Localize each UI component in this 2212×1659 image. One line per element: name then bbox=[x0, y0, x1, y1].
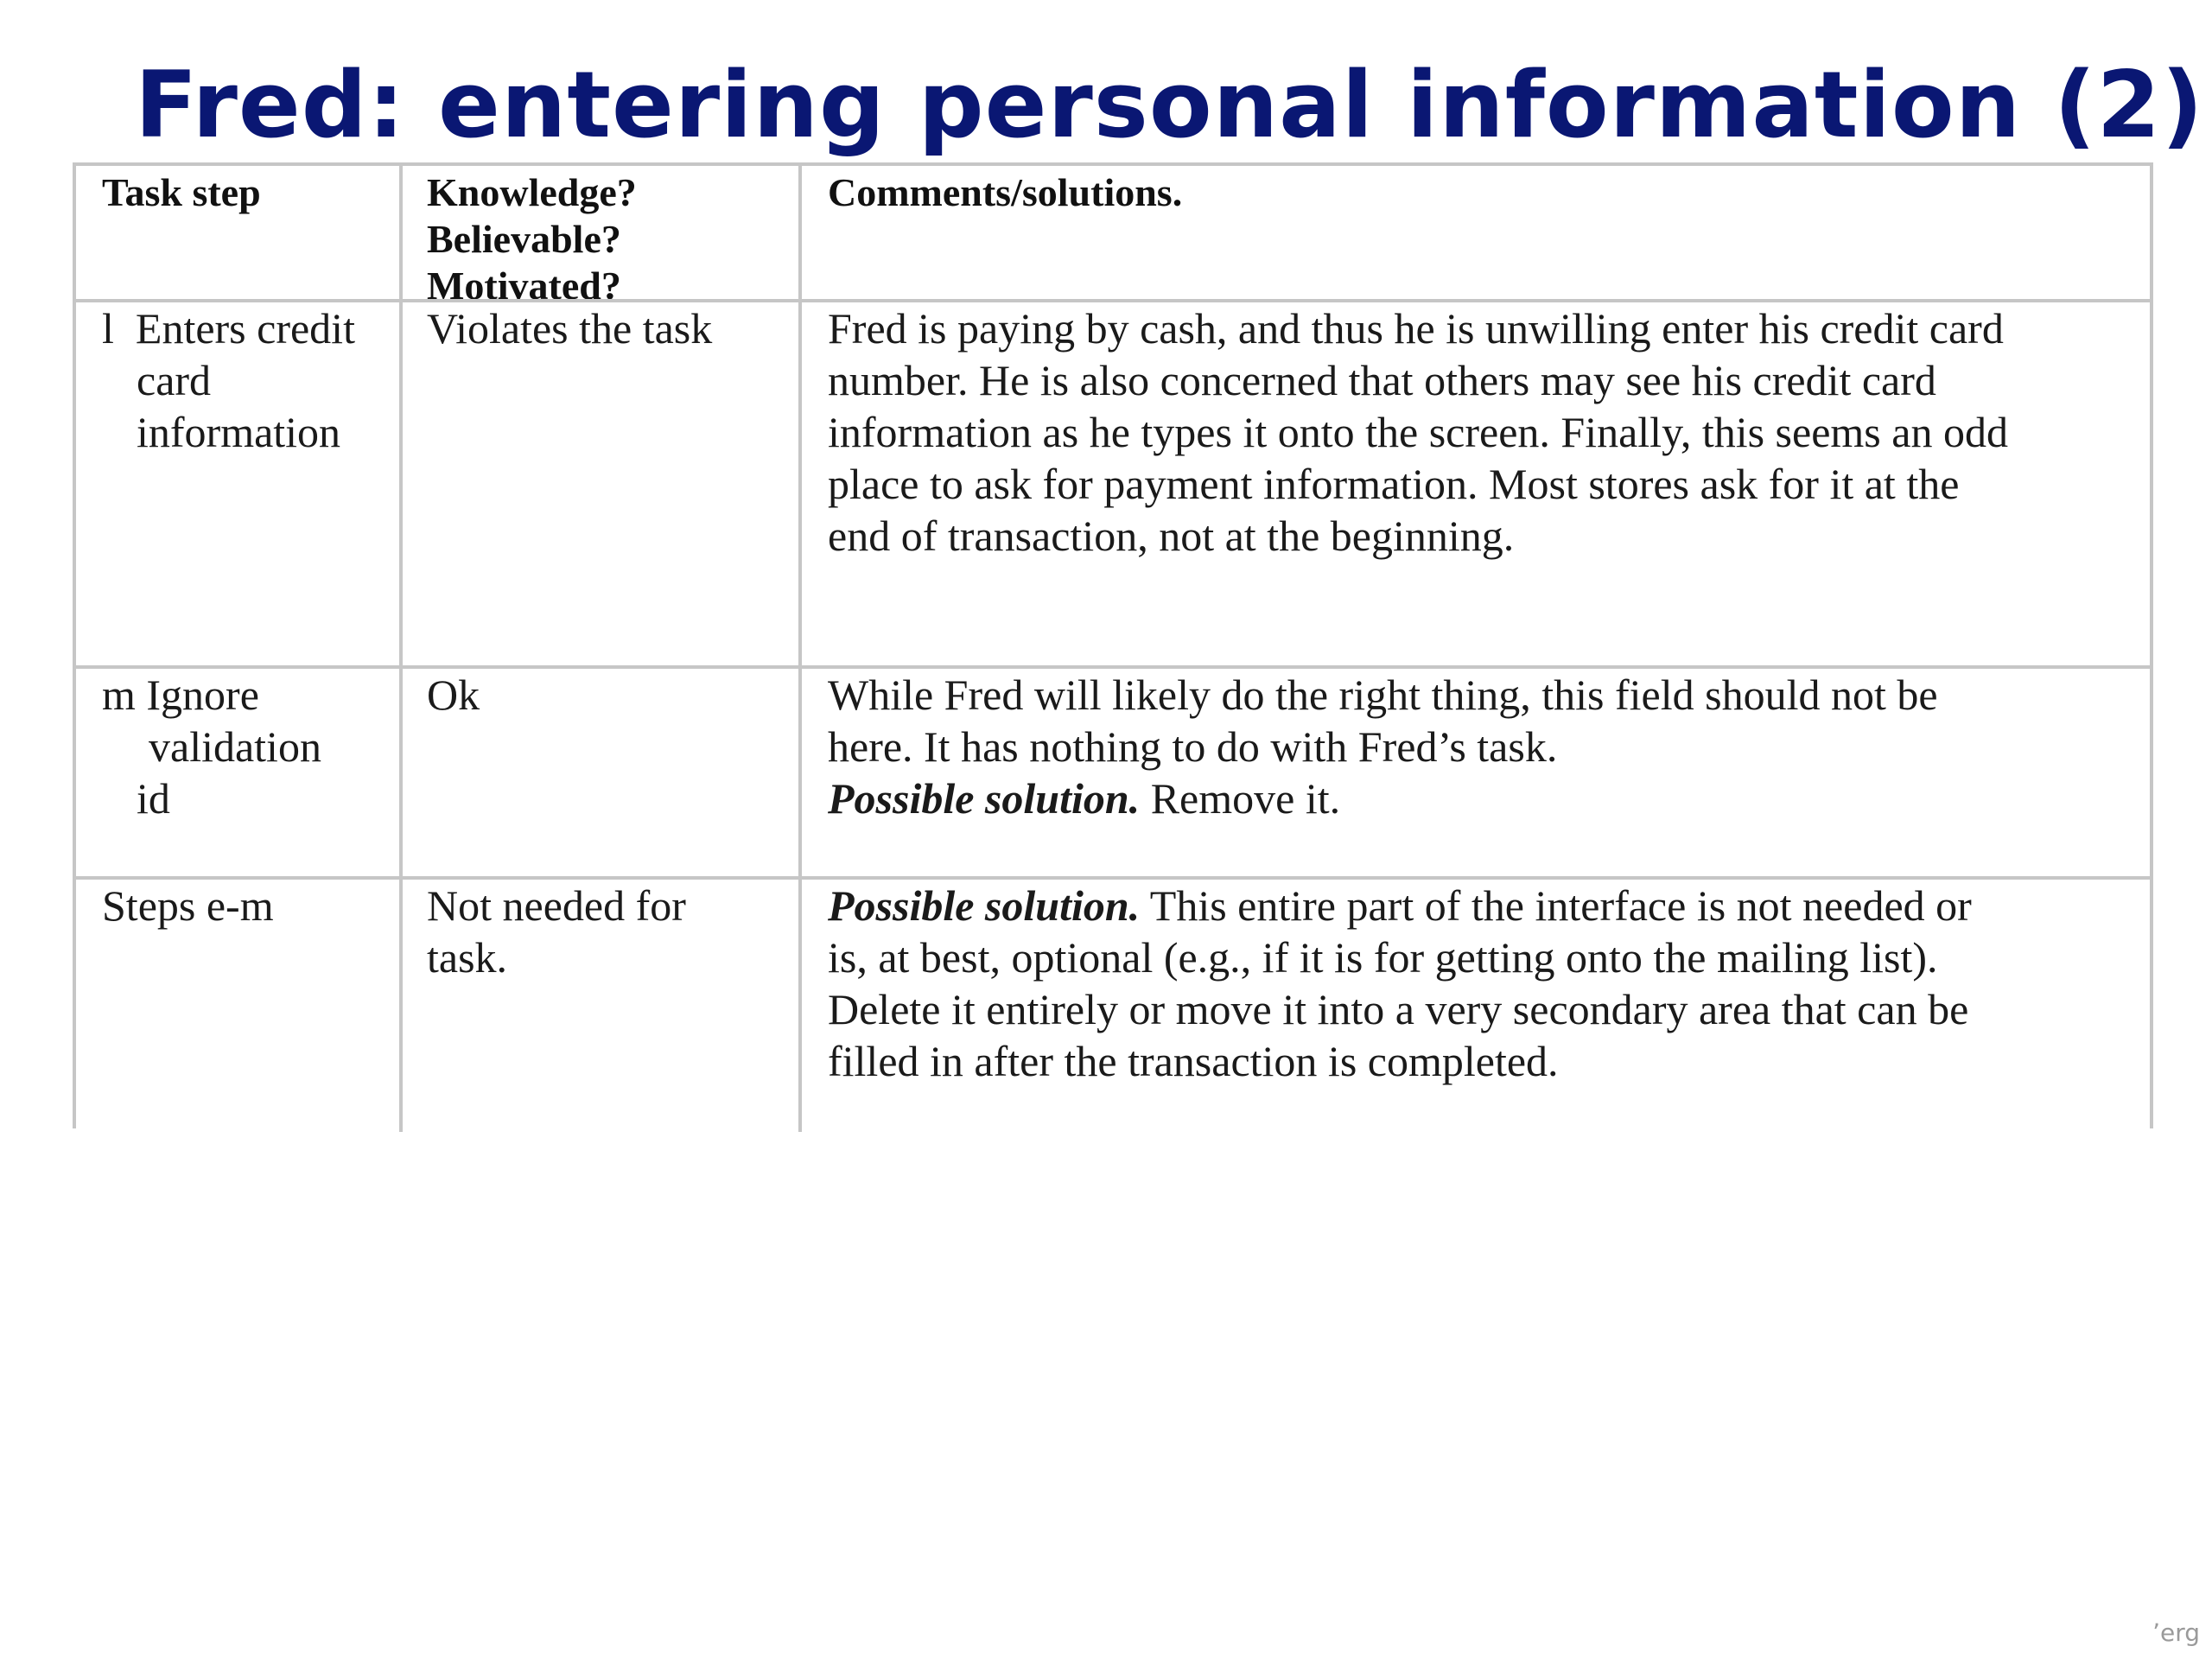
row3-comments bbox=[828, 880, 2141, 1132]
row1-evaluation bbox=[427, 302, 793, 665]
row1-task-step bbox=[102, 302, 396, 665]
header-comments bbox=[828, 169, 2124, 299]
row1-evaluation-line: Violates the task bbox=[427, 304, 713, 353]
row3-step-line: Steps e-m bbox=[102, 881, 274, 930]
row2-evaluation bbox=[427, 669, 793, 876]
row1-step-line: information bbox=[137, 408, 341, 456]
row3-evaluation bbox=[427, 880, 793, 1132]
row3-comment-line: is, at best, optional (e.g., if it is for getting onto the mailing list). bbox=[828, 933, 1938, 982]
header-task-step bbox=[102, 169, 387, 299]
row3-evaluation-line: Not needed for bbox=[427, 881, 686, 930]
row1-step-line: Enters credit bbox=[135, 304, 355, 353]
row1-comment-line: end of transaction, not at the beginning. bbox=[828, 512, 1515, 560]
row1-step-number: l bbox=[102, 304, 114, 353]
slide-title: Fred: entering personal information (2) bbox=[135, 52, 2204, 158]
row1-step-line: card bbox=[137, 356, 212, 404]
column-divider bbox=[399, 166, 403, 1132]
header-knowledge bbox=[427, 169, 790, 299]
row3-evaluation-line: task. bbox=[427, 933, 508, 982]
row3-comment-line: filled in after the transaction is completed. bbox=[828, 1037, 1559, 1085]
row2-step-line: validation bbox=[149, 722, 321, 771]
row1-comment-line: number. He is also concerned that others may see his credit card bbox=[828, 356, 1936, 404]
row1-comment-line: place to ask for payment information. Most stores ask for it at the bbox=[828, 460, 1960, 508]
row3-comment-line: Delete it entirely or move it into a very secondary area that can be bbox=[828, 985, 1969, 1033]
walkthrough-table bbox=[73, 162, 2153, 1128]
header-task-step-label: Task step bbox=[102, 170, 261, 214]
row2-comments bbox=[828, 669, 2141, 876]
row2-comment-line: While Fred will likely do the right thing, this field should not be bbox=[828, 671, 1938, 719]
row2-solution-label: Possible solution. bbox=[828, 774, 1141, 823]
header-believable-line: Believable? bbox=[427, 217, 621, 261]
row1-comment-line: information as he types it onto the screen. Finally, this seems an odd bbox=[828, 408, 2008, 456]
column-divider bbox=[798, 166, 802, 1132]
row3-task-step bbox=[102, 880, 396, 1132]
header-motivated-line: Motivated? bbox=[427, 264, 621, 299]
row3-solution-text: This entire part of the interface is not needed or bbox=[1140, 881, 1972, 930]
row2-solution-text: Remove it. bbox=[1140, 774, 1341, 823]
row2-comment-line: here. It has nothing to do with Fred’s task. bbox=[828, 722, 1558, 771]
row2-step-line: m Ignore bbox=[102, 671, 259, 719]
row3-solution-label: Possible solution. bbox=[828, 881, 1141, 930]
footer-fragment: ʼerg bbox=[2152, 1618, 2200, 1647]
header-knowledge-line: Knowledge? bbox=[427, 170, 637, 214]
row1-comment-line: Fred is paying by cash, and thus he is unwilling enter his credit card bbox=[828, 304, 2004, 353]
row1-comments bbox=[828, 302, 2141, 665]
row2-evaluation-line: Ok bbox=[427, 671, 480, 719]
header-comments-label: Comments/solutions. bbox=[828, 170, 1183, 214]
row2-task-step bbox=[102, 669, 396, 876]
row2-step-line: id bbox=[137, 774, 170, 823]
